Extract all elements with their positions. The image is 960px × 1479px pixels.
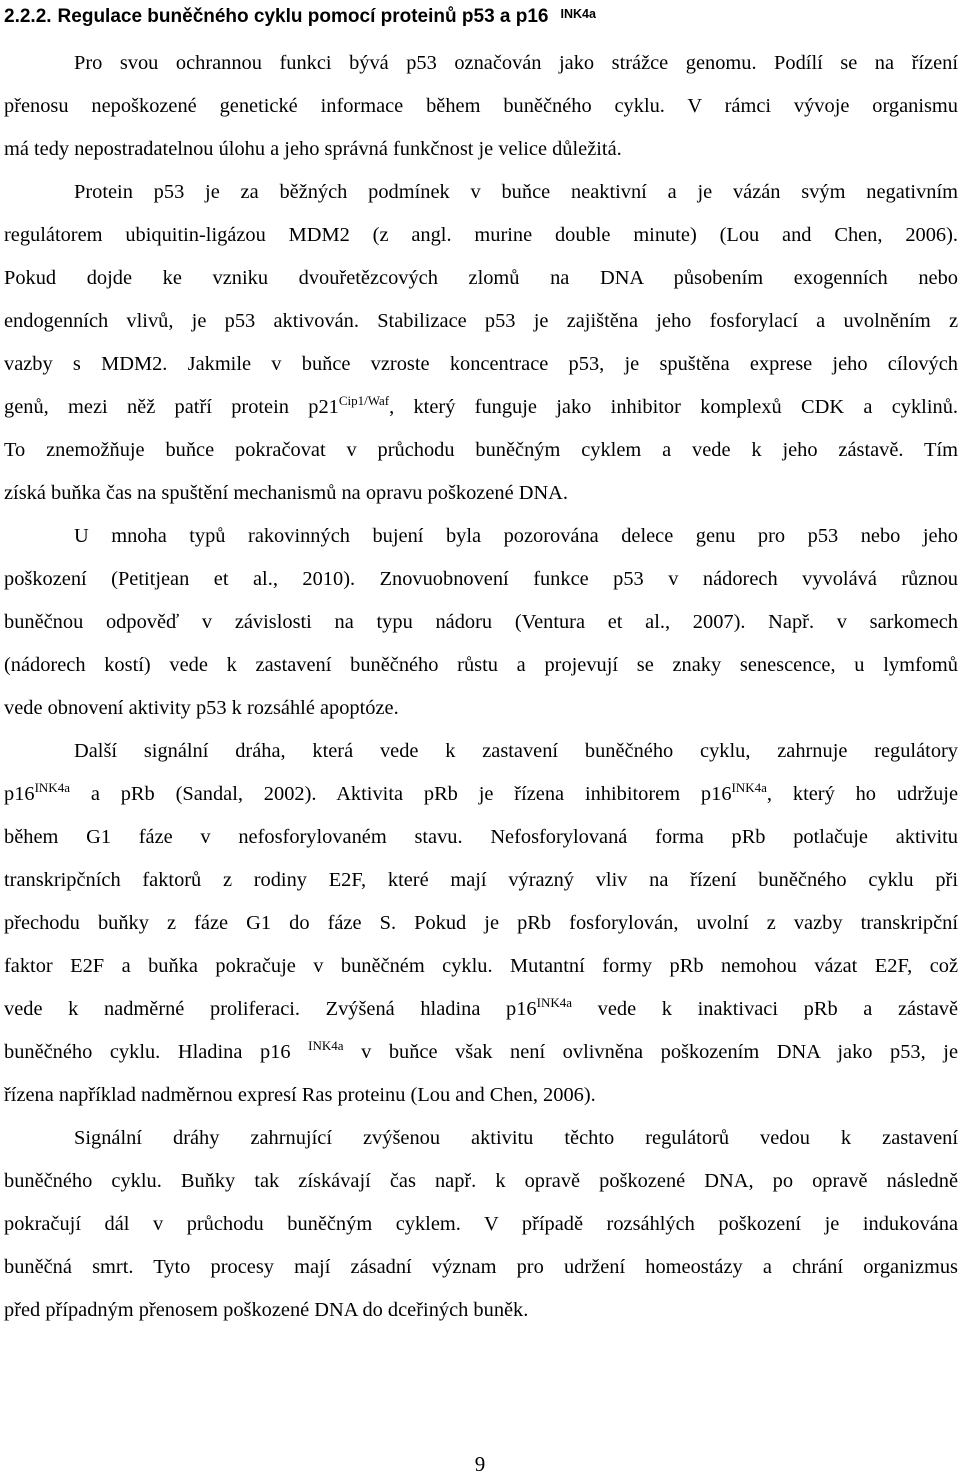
text-line: Pokud dojde ke vzniku dvouřetězcových zlomů na DNA působením exogenních nebo [4, 267, 958, 289]
superscript-text: INK4a [308, 1038, 344, 1053]
text-run: genů, mezi něž patří protein p21 [4, 396, 339, 418]
text-run: , který ho udržuje [766, 783, 958, 805]
text-line [4, 386, 958, 429]
text-line: buněčného cyklu. Buňky tak získávají čas např. k opravě poškozené DNA, po opravě následně [4, 1170, 958, 1192]
text-run: , který funguje jako inhibitor komplexů CDK a cyklinů. [389, 396, 958, 418]
text-run: v buňce však není ovlivněna poškozením DNA jako p53, je [343, 1041, 958, 1063]
text-line: vede obnovení aktivity p53 k rozsáhlé apoptóze. [4, 697, 399, 719]
text-line: pokračují dál v průchodu buněčným cyklem. V případě rozsáhlých poškození je indukována [4, 1213, 958, 1235]
text-run: buněčného cyklu. Hladina p16 [4, 1041, 309, 1063]
text-line: během G1 fáze v nefosforylovaném stavu. Nefosforylovaná forma pRb potlačuje aktivitu [4, 826, 958, 848]
text-line: (nádorech kostí) vede k zastavení buněčného růstu a projevují se znaky senescence, u lymfomů [4, 654, 958, 676]
text-line [4, 773, 958, 816]
text-line: Pro svou ochrannou funkci bývá p53 označován jako strážce genomu. Podílí se na řízení [74, 52, 958, 74]
section-number: 2.2.2. [4, 6, 52, 27]
text-line: regulátorem ubiquitin-ligázou MDM2 (z angl. murine double minute) (Lou and Chen, 2006). [4, 224, 958, 246]
text-line: endogenních vlivů, je p53 aktivován. Stabilizace p53 je zajištěna jeho fosforylací a uvolněním z [4, 310, 958, 332]
section-title-superscript: INK4a [560, 7, 596, 21]
text-line: má tedy nepostradatelnou úlohu a jeho správná funkčnost je velice důležitá. [4, 138, 622, 160]
superscript-text: INK4a [34, 780, 70, 795]
text-line: přenosu nepoškozené genetické informace během buněčného cyklu. V rámci vývoje organismu [4, 95, 958, 117]
text-line: získá buňka čas na spuštění mechanismů na opravu poškozené DNA. [4, 482, 568, 504]
text-line [4, 988, 958, 1031]
text-run: p16 [4, 783, 35, 805]
text-line: Protein p53 je za běžných podmínek v buňce neaktivní a je vázán svým negativním [74, 181, 958, 203]
superscript-text: INK4a [536, 995, 573, 1010]
section-heading [4, 6, 596, 28]
text-line: faktor E2F a buňka pokračuje v buněčném cyklu. Mutantní formy pRb nemohou vázat E2F, což [4, 955, 958, 977]
text-line: U mnoha typů rakovinných bujení byla pozorována delece genu pro p53 nebo jeho [74, 525, 958, 547]
text-line: poškození (Petitjean et al., 2010). Znovuobnovení funkce p53 v nádorech vyvolává různou [4, 568, 958, 590]
text-line: transkripčních faktorů z rodiny E2F, které mají výrazný vliv na řízení buněčného cyklu při [4, 869, 958, 891]
body-text [4, 42, 958, 1332]
text-line: Signální dráhy zahrnující zvýšenou aktivitu těchto regulátorů vedou k zastavení [74, 1127, 958, 1149]
text-line: To znemožňuje buňce pokračovat v průchodu buněčným cyklem a vede k jeho zástavě. Tím [4, 439, 958, 461]
section-title: Regulace buněčného cyklu pomocí proteinů p53 a p16 [57, 6, 549, 27]
text-run: vede k inaktivaci pRb a zástavě [572, 998, 958, 1020]
text-line: Další signální dráha, která vede k zastavení buněčného cyklu, zahrnuje regulátory [74, 740, 958, 762]
text-line: řízena například nadměrnou expresí Ras proteinu (Lou and Chen, 2006). [4, 1084, 596, 1106]
superscript-text: Cip1/Waf [338, 393, 390, 408]
text-line: přechodu buňky z fáze G1 do fáze S. Pokud je pRb fosforylován, uvolní z vazby transkripční [4, 912, 958, 934]
text-line: vazby s MDM2. Jakmile v buňce vzroste koncentrace p53, je spuštěna exprese jeho cílových [4, 353, 958, 375]
text-line: před případným přenosem poškozené DNA do dceřiných buněk. [4, 1299, 529, 1321]
superscript-text: INK4a [731, 780, 767, 795]
text-run: a pRb (Sandal, 2002). Aktivita pRb je řízena inhibitorem p16 [69, 783, 732, 805]
page-number: 9 [474, 1452, 486, 1476]
text-line [4, 1031, 958, 1074]
text-line: buněčnou odpověď v závislosti na typu nádoru (Ventura et al., 2007). Např. v sarkomech [4, 611, 958, 633]
text-line: buněčná smrt. Tyto procesy mají zásadní význam pro udržení homeostázy a chrání organizmus [4, 1256, 958, 1278]
text-run: vede k nadměrné proliferaci. Zvýšená hladina p16 [4, 998, 537, 1020]
